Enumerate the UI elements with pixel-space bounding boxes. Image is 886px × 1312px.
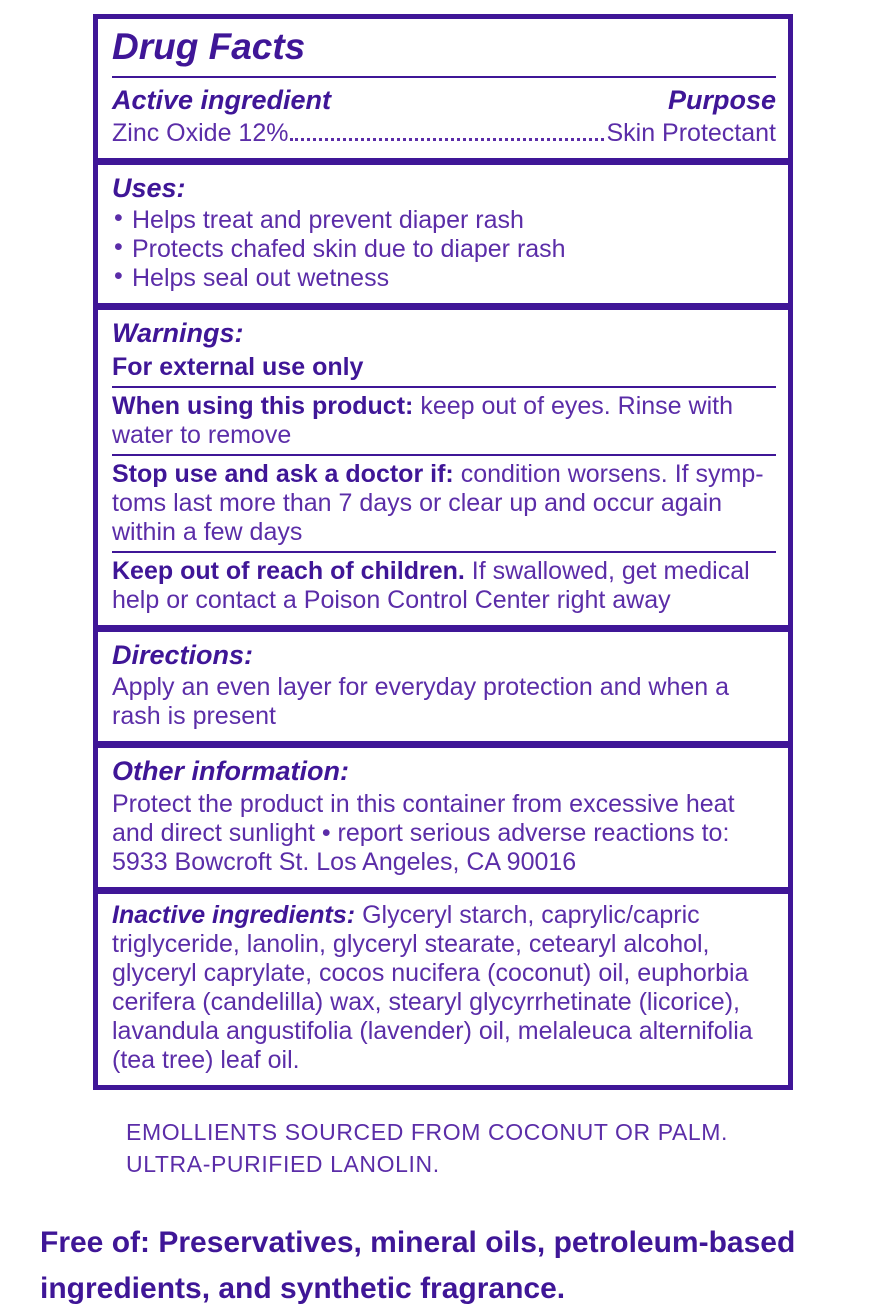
purpose-value: Skin Protectant xyxy=(606,118,776,147)
uses-bullet-item xyxy=(112,206,776,235)
warning-text-line: help or contact a Poison Control Center right away xyxy=(112,585,671,614)
section-uses xyxy=(93,160,793,308)
active-ingredient-row xyxy=(112,118,776,148)
free-of-claim xyxy=(40,1220,870,1312)
bullet-dot-icon: • xyxy=(114,204,123,233)
directions-heading: Directions: xyxy=(112,639,254,670)
free-of-claim-line: Free of: Preservatives, mineral oils, petroleum-based xyxy=(40,1225,796,1259)
section-other-information xyxy=(93,743,793,891)
inactive-ingredients-line: cerifera (candelilla) wax, stearyl glycyrrhetinate (licorice), xyxy=(112,987,740,1016)
directions-text-line: rash is present xyxy=(112,702,276,731)
warning-text-line: water to remove xyxy=(112,420,292,449)
warning-text: If swallowed, get medical xyxy=(471,556,750,585)
emollients-claim xyxy=(126,1116,886,1180)
warning-text: keep out of eyes. Rinse with xyxy=(420,391,733,420)
warning-text-line: toms last more than 7 days or clear up and occur again xyxy=(112,488,723,517)
drug-facts-title: Drug Facts xyxy=(112,26,306,67)
other-information-text-line: 5933 Bowcroft St. Los Angeles, CA 90016 xyxy=(112,847,577,876)
warning-text: condition worsens. If symp- xyxy=(460,459,764,488)
active-ingredient-name: Zinc Oxide 12% xyxy=(112,118,289,147)
uses-bullet-text: Helps treat and prevent diaper rash xyxy=(132,206,524,235)
other-information-heading: Other information: xyxy=(112,756,349,787)
warning-lead: Stop use and ask a doctor if: xyxy=(112,459,454,488)
title-divider xyxy=(112,76,776,78)
warning-keep-out-of-reach xyxy=(112,557,776,586)
bullet-dot-icon: • xyxy=(114,233,123,262)
inactive-ingredients-line: lavandula angustifolia (lavender) oil, melaleuca alternifolia xyxy=(112,1016,753,1045)
warning-lead: Keep out of reach of children. xyxy=(112,556,465,585)
uses-heading: Uses: xyxy=(112,172,186,203)
section-active-ingredient xyxy=(93,14,793,163)
section-directions xyxy=(93,627,793,746)
inactive-ingredients-line: triglyceride, lanolin, glyceryl stearate, cetearyl alcohol, xyxy=(112,929,710,958)
uses-bullet-text: Helps seal out wetness xyxy=(132,264,390,293)
warnings-divider xyxy=(112,551,776,553)
uses-bullet-item xyxy=(112,264,776,293)
uses-bullet-text: Protects chafed skin due to diaper rash xyxy=(132,235,566,264)
warnings-divider xyxy=(112,454,776,456)
emollients-claim-line: ULTRA-PURIFIED LANOLIN. xyxy=(126,1150,440,1177)
directions-text-line: Apply an even layer for everyday protection and when a xyxy=(112,673,730,702)
warnings-heading: Warnings: xyxy=(112,318,244,349)
inactive-ingredients-lead: Inactive ingredients: xyxy=(112,900,356,929)
purpose-header: Purpose xyxy=(667,84,776,115)
active-purpose-header-row xyxy=(112,84,776,116)
section-warnings xyxy=(93,305,793,629)
warning-stop-use xyxy=(112,460,776,489)
uses-bullet-item xyxy=(112,235,776,264)
warnings-divider xyxy=(112,386,776,388)
bullet-dot-icon: • xyxy=(114,262,123,291)
dot-leader xyxy=(290,138,604,141)
active-ingredient-header: Active ingredient xyxy=(112,84,332,115)
section-inactive-ingredients xyxy=(93,889,793,1090)
warning-lead: When using this product: xyxy=(112,391,414,420)
other-information-text-line: and direct sunlight • report serious adverse reactions to: xyxy=(112,818,730,847)
inactive-ingredients-text: Glyceryl starch, caprylic/capric xyxy=(362,900,700,929)
inactive-ingredients-line: (tea tree) leaf oil. xyxy=(112,1045,300,1074)
emollients-claim-line: EMOLLIENTS SOURCED FROM COCONUT OR PALM. xyxy=(126,1118,729,1145)
free-of-claim-line: ingredients, and synthetic fragrance. xyxy=(40,1271,566,1305)
inactive-ingredients-line: glyceryl caprylate, cocos nucifera (coconut) oil, euphorbia xyxy=(112,958,749,987)
external-use-statement: For external use only xyxy=(112,352,364,381)
warning-when-using xyxy=(112,392,776,421)
drug-facts-label xyxy=(93,14,793,1090)
warning-text-line: within a few days xyxy=(112,517,303,546)
inactive-ingredients-paragraph xyxy=(112,901,776,930)
other-information-text-line: Protect the product in this container from excessive heat xyxy=(112,789,735,818)
